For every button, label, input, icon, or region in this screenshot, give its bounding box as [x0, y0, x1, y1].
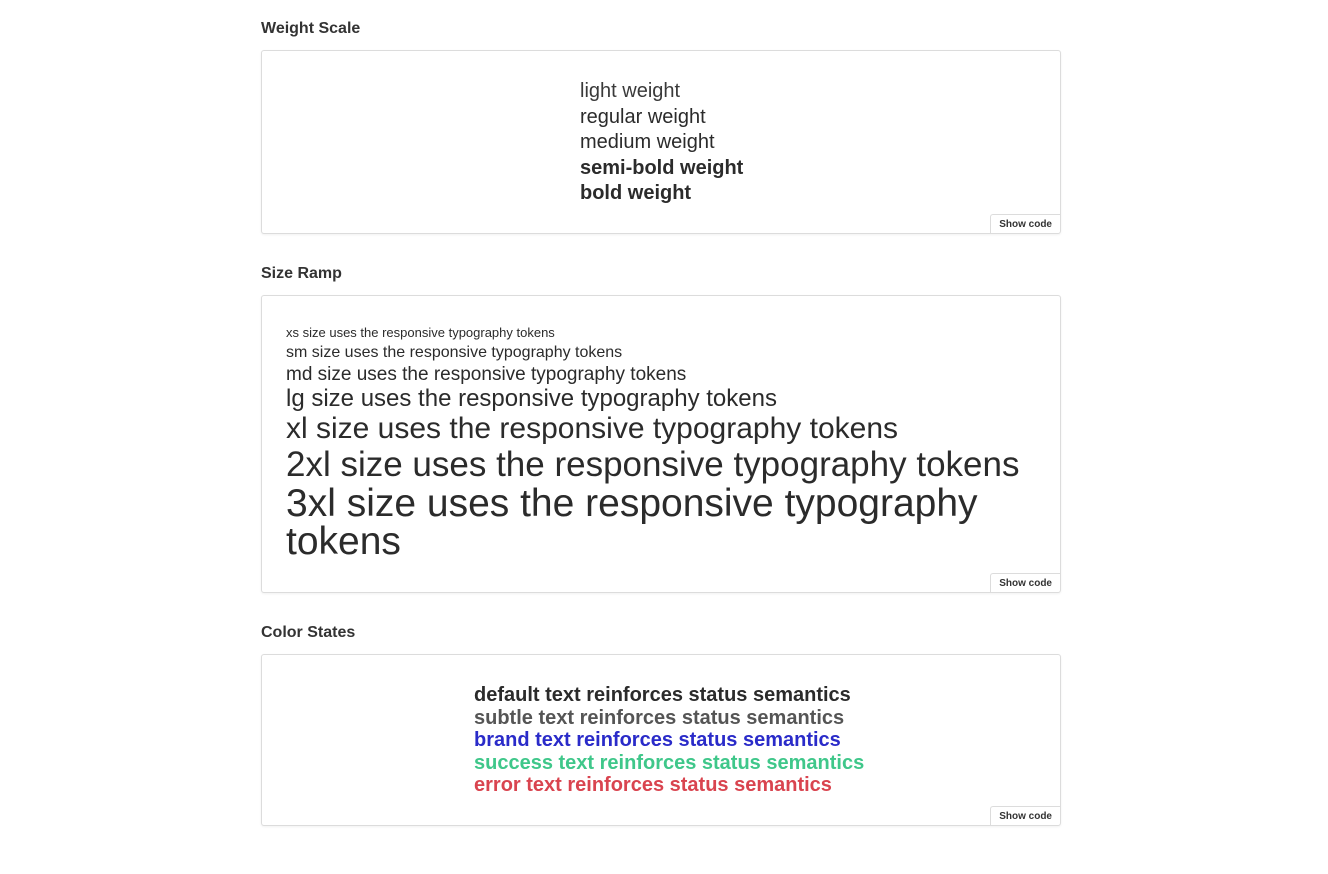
color-sample-default: default text reinforces status semantics — [474, 684, 851, 706]
size-sample-lg: lg size uses the responsive typography tokens — [286, 385, 777, 412]
weight-sample-light: light weight — [580, 80, 681, 102]
weight-sample-medium: medium weight — [580, 131, 715, 153]
size-sample-xs: xs size uses the responsive typography tokens — [286, 325, 555, 340]
color-sample-subtle: subtle text reinforces status semantics — [474, 706, 845, 729]
weight-sample-regular: regular weight — [580, 105, 706, 128]
color-list — [474, 684, 864, 797]
size-ramp-preview — [261, 295, 1061, 593]
color-sample-error: error text reinforces status semantics — [474, 774, 832, 796]
show-code-button-size-ramp[interactable]: Show code — [990, 573, 1060, 592]
size-sample-xl: xl size uses the responsive typography tokens — [286, 412, 898, 445]
section-title-color-states: Color States — [261, 624, 356, 641]
weight-sample-semibold: semi-bold weight — [580, 156, 744, 179]
color-sample-success: success text reinforces status semantics — [474, 751, 865, 774]
weight-scale-preview — [261, 50, 1061, 234]
section-title-weight-scale: Weight Scale — [261, 20, 361, 37]
weight-sample-bold: bold weight — [580, 182, 692, 204]
color-states-preview — [261, 654, 1061, 826]
size-list — [286, 324, 1026, 561]
size-sample-2xl: 2xl size uses the responsive typography tokens — [286, 445, 1020, 484]
show-code-button-color-states[interactable]: Show code — [990, 806, 1060, 825]
size-sample-3xl: 3xl size uses the responsive typography tokens — [286, 482, 978, 563]
show-code-button-weight-scale[interactable]: Show code — [990, 214, 1060, 233]
color-sample-brand: brand text reinforces status semantics — [474, 729, 841, 751]
weight-list — [580, 79, 743, 207]
section-title-size-ramp: Size Ramp — [261, 265, 342, 282]
size-sample-md: md size uses the responsive typography tokens — [286, 364, 687, 385]
size-sample-sm: sm size uses the responsive typography tokens — [286, 344, 623, 361]
